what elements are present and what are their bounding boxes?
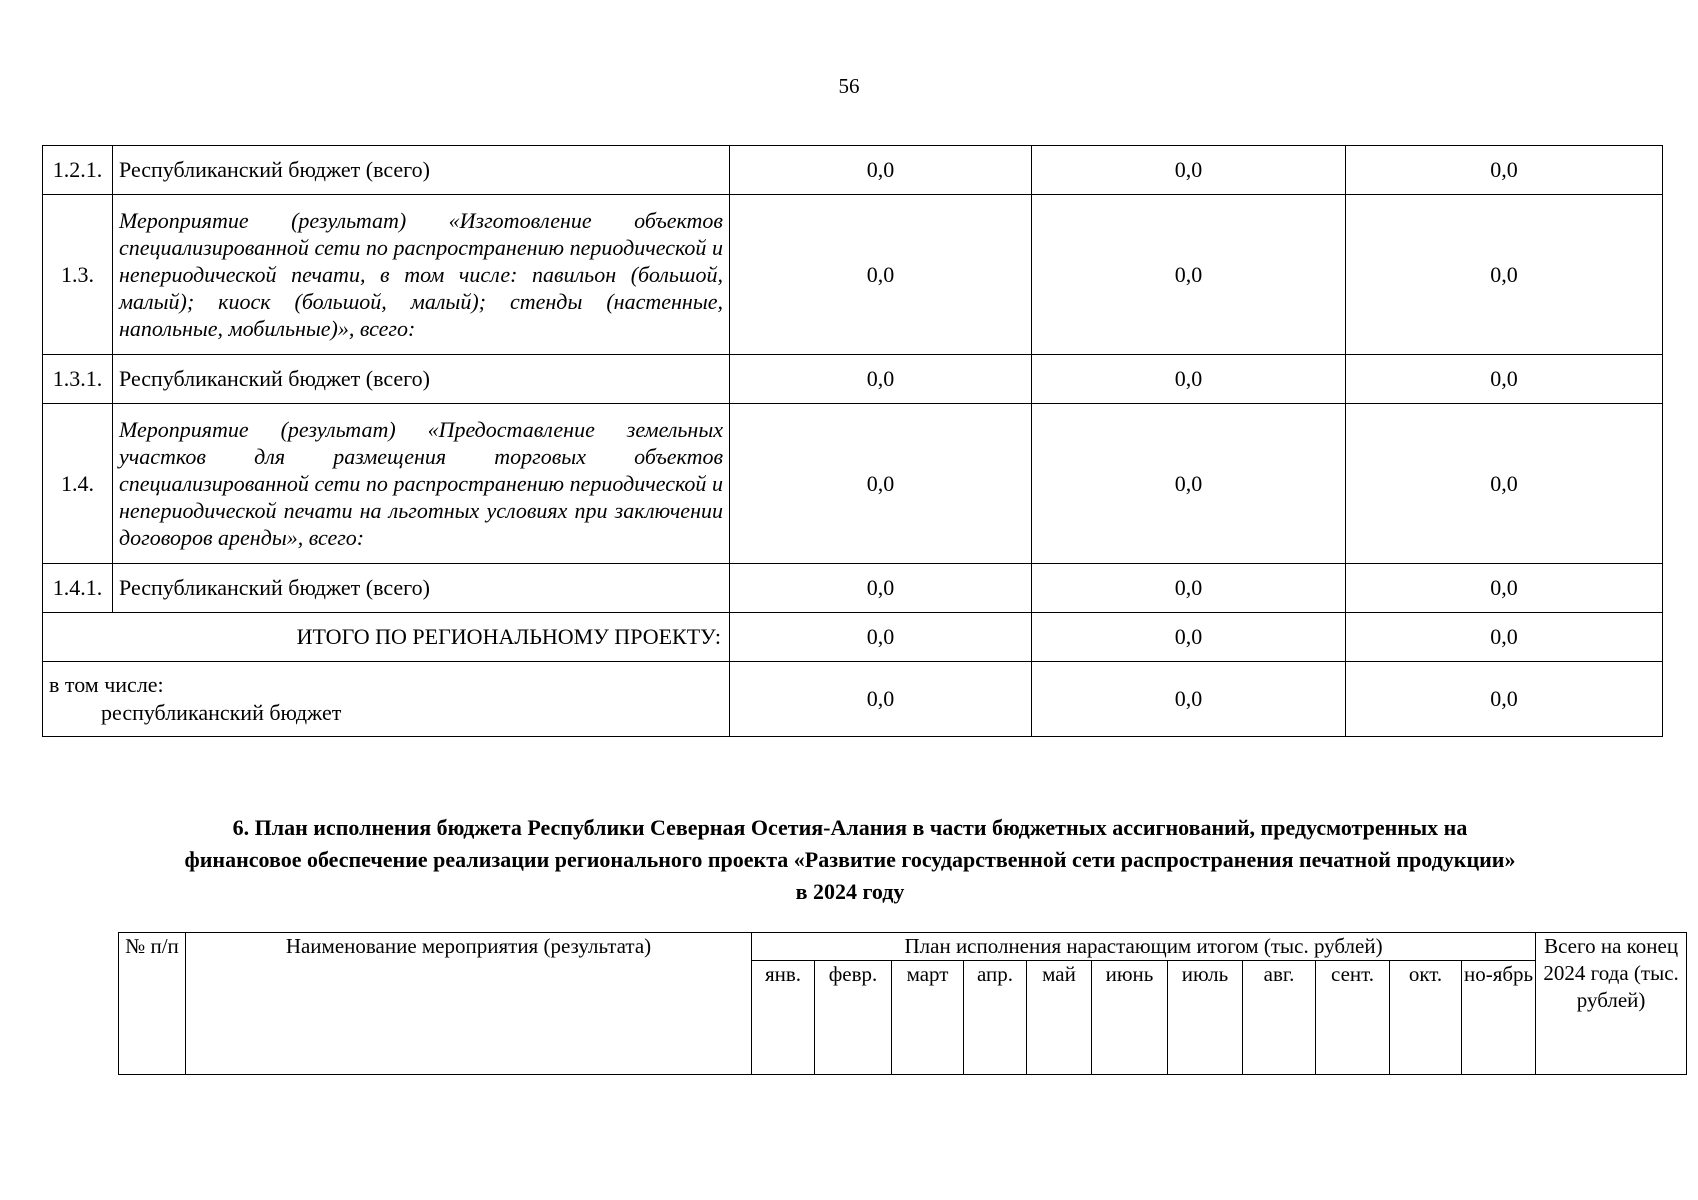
row-number: 1.2.1. bbox=[43, 146, 113, 195]
table-row bbox=[43, 195, 1663, 355]
value-cell: 0,0 bbox=[730, 404, 1032, 564]
value-cell: 0,0 bbox=[1346, 564, 1663, 613]
table-row bbox=[43, 564, 1663, 613]
budget-plan-table bbox=[118, 932, 1687, 1075]
value-cell: 0,0 bbox=[1032, 146, 1346, 195]
total-label: ИТОГО ПО РЕГИОНАЛЬНОМУ ПРОЕКТУ: bbox=[43, 613, 730, 662]
value-cell: 0,0 bbox=[730, 662, 1032, 737]
row-number: 1.4.1. bbox=[43, 564, 113, 613]
header-plan: План исполнения нарастающим итогом (тыс. рублей) bbox=[752, 933, 1536, 961]
row-number: 1.4. bbox=[43, 404, 113, 564]
section-title-line: в 2024 году bbox=[795, 879, 905, 904]
value-cell: 0,0 bbox=[1032, 564, 1346, 613]
value-cell: 0,0 bbox=[730, 195, 1032, 355]
header-num: № п/п bbox=[119, 933, 186, 1075]
header-row bbox=[119, 933, 1687, 961]
row-name: Республиканский бюджет (всего) bbox=[113, 355, 730, 404]
row-number: 1.3. bbox=[43, 195, 113, 355]
value-cell: 0,0 bbox=[730, 613, 1032, 662]
including-row bbox=[43, 662, 1663, 737]
including-cell bbox=[43, 662, 730, 737]
month-header: февр. bbox=[815, 961, 892, 1075]
value-cell: 0,0 bbox=[1032, 195, 1346, 355]
value-cell: 0,0 bbox=[730, 146, 1032, 195]
including-label: в том числе: bbox=[49, 672, 164, 697]
row-name: Мероприятие (результат) «Предоставление земельных участков для размещения торговых объектов специализированной сети по распространению периодической и непериодической печати на льготных условиях при заключении договоров аренды», всего: bbox=[113, 404, 730, 564]
table-row bbox=[43, 146, 1663, 195]
value-cell: 0,0 bbox=[1346, 146, 1663, 195]
value-cell: 0,0 bbox=[1032, 404, 1346, 564]
section-title-line: финансовое обеспечение реализации регионального проекта «Развитие государственной сети распространения печатной продукции» bbox=[184, 847, 1516, 872]
value-cell: 0,0 bbox=[1032, 355, 1346, 404]
value-cell: 0,0 bbox=[1346, 662, 1663, 737]
month-header: авг. bbox=[1243, 961, 1316, 1075]
value-cell: 0,0 bbox=[1346, 613, 1663, 662]
row-name: Республиканский бюджет (всего) bbox=[113, 146, 730, 195]
month-header: июнь bbox=[1092, 961, 1168, 1075]
row-number: 1.3.1. bbox=[43, 355, 113, 404]
row-name: Мероприятие (результат) «Изготовление объектов специализированной сети по распространению периодической и непериодической печати, в том числе: павильон (большой, малый); киоск (большой, малый); стенды (настенные, напольные, мобильные)», всего: bbox=[113, 195, 730, 355]
including-sub-label: республиканский бюджет bbox=[101, 700, 342, 725]
month-header: май bbox=[1027, 961, 1092, 1075]
funding-table bbox=[42, 145, 1663, 737]
row-name: Республиканский бюджет (всего) bbox=[113, 564, 730, 613]
value-cell: 0,0 bbox=[1346, 195, 1663, 355]
table-row bbox=[43, 355, 1663, 404]
value-cell: 0,0 bbox=[1032, 613, 1346, 662]
value-cell: 0,0 bbox=[730, 355, 1032, 404]
month-header: янв. bbox=[752, 961, 815, 1075]
total-row bbox=[43, 613, 1663, 662]
month-header: но-ябрь bbox=[1462, 961, 1536, 1075]
table-row bbox=[43, 404, 1663, 564]
month-header: окт. bbox=[1390, 961, 1462, 1075]
value-cell: 0,0 bbox=[730, 564, 1032, 613]
month-header: июль bbox=[1168, 961, 1243, 1075]
month-header: сент. bbox=[1316, 961, 1390, 1075]
value-cell: 0,0 bbox=[1346, 404, 1663, 564]
month-header: март bbox=[892, 961, 964, 1075]
section-title bbox=[100, 812, 1600, 908]
section-title-line: 6. План исполнения бюджета Республики Северная Осетия-Алания в части бюджетных ассигнований, предусмотренных на bbox=[232, 815, 1468, 840]
page-number: 56 bbox=[838, 74, 860, 98]
month-header: апр. bbox=[964, 961, 1027, 1075]
header-name: Наименование мероприятия (результата) bbox=[186, 933, 752, 1075]
header-total: Всего на конец 2024 года (тыс. рублей) bbox=[1536, 933, 1687, 1075]
value-cell: 0,0 bbox=[1032, 662, 1346, 737]
value-cell: 0,0 bbox=[1346, 355, 1663, 404]
